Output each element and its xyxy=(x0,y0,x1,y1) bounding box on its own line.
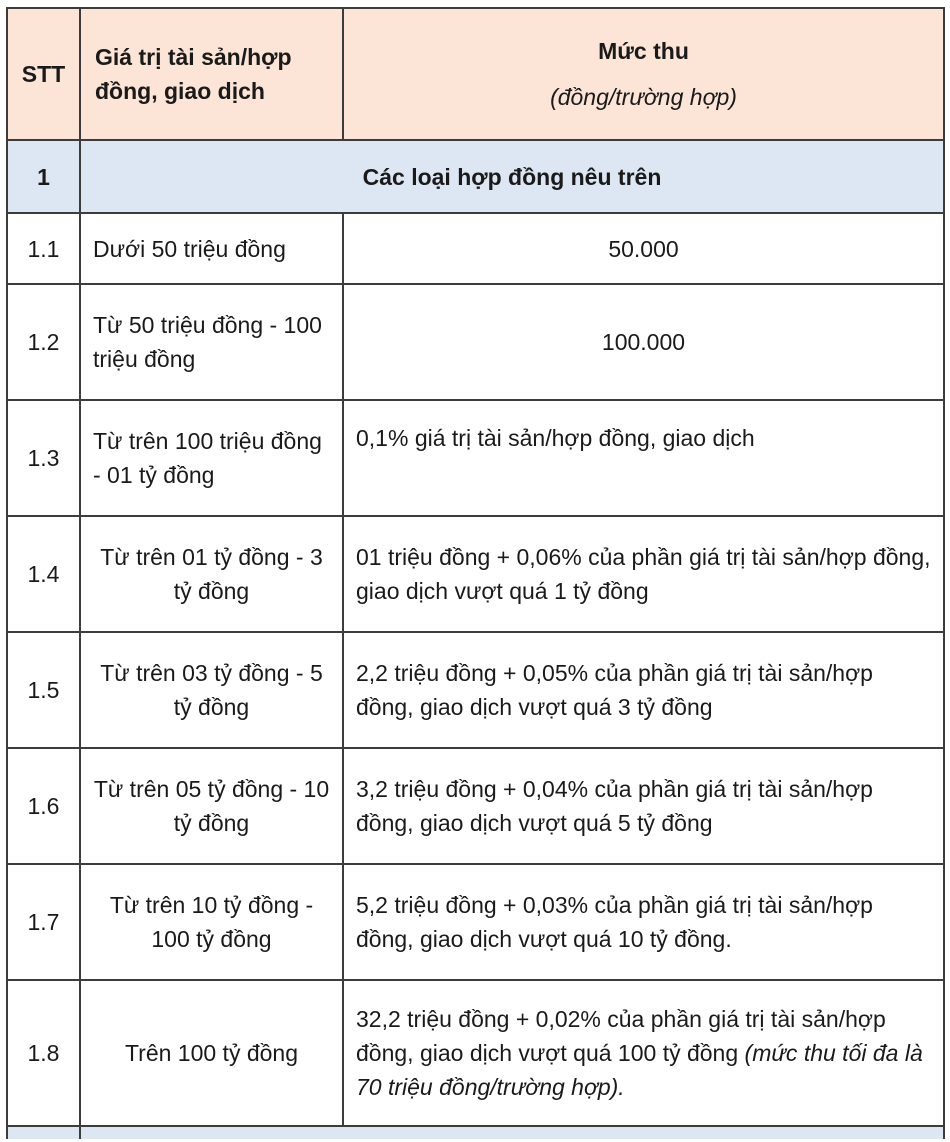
row-stt: 1.5 xyxy=(7,632,80,748)
table-row xyxy=(7,748,944,864)
row-gia-tri: Từ 50 triệu đồng - 100 triệu đồng xyxy=(80,284,343,400)
header-row xyxy=(7,8,944,140)
table-row xyxy=(7,632,944,748)
row-gia-tri: Từ trên 01 tỷ đồng - 3 tỷ đồng xyxy=(80,516,343,632)
row-muc-thu: 01 triệu đồng + 0,06% của phần giá trị tài sản/hợp đồng, giao dịch vượt quá 1 tỷ đồng xyxy=(343,516,944,632)
row-stt: 1.4 xyxy=(7,516,80,632)
section-stt: 1 xyxy=(7,140,80,213)
row-gia-tri: Từ trên 10 tỷ đồng - 100 tỷ đồng xyxy=(80,864,343,980)
row-stt: 1.1 xyxy=(7,213,80,284)
section-row xyxy=(7,140,944,213)
row-gia-tri: Từ trên 05 tỷ đồng - 10 tỷ đồng xyxy=(80,748,343,864)
row-stt: 1.2 xyxy=(7,284,80,400)
row-muc-thu-note: (mức thu tối đa là 70 triệu đồng/trường hợp). xyxy=(356,1040,923,1100)
row-stt: 1.6 xyxy=(7,748,80,864)
table-row xyxy=(7,213,944,284)
table-row xyxy=(7,864,944,980)
row-gia-tri: Từ trên 03 tỷ đồng - 5 tỷ đồng xyxy=(80,632,343,748)
row-muc-thu-text: 32,2 triệu đồng + 0,02% của phần giá trị tài sản/hợp đồng, giao dịch vượt quá 100 tỷ đồng xyxy=(356,1006,886,1066)
table-row xyxy=(7,284,944,400)
row-muc-thu: 50.000 xyxy=(343,213,944,284)
section-title: Các loại hợp đồng nêu trên xyxy=(80,140,944,213)
row-muc-thu xyxy=(343,980,944,1126)
table-row xyxy=(7,400,944,516)
row-stt: 1.7 xyxy=(7,864,80,980)
strip-cell xyxy=(80,1126,944,1139)
header-muc-thu xyxy=(343,8,944,140)
row-gia-tri: Dưới 50 triệu đồng xyxy=(80,213,343,284)
row-gia-tri: Trên 100 tỷ đồng xyxy=(80,980,343,1126)
header-muc-thu-unit: (đồng/trường hợp) xyxy=(550,84,737,110)
header-gia-tri: Giá trị tài sản/hợp đồng, giao dịch xyxy=(80,8,343,140)
row-gia-tri: Từ trên 100 triệu đồng - 01 tỷ đồng xyxy=(80,400,343,516)
table-row xyxy=(7,516,944,632)
row-muc-thu: 100.000 xyxy=(343,284,944,400)
next-section-strip xyxy=(7,1126,944,1139)
header-stt: STT xyxy=(7,8,80,140)
row-muc-thu: 5,2 triệu đồng + 0,03% của phần giá trị tài sản/hợp đồng, giao dịch vượt quá 10 tỷ đồng. xyxy=(343,864,944,980)
strip-cell xyxy=(7,1126,80,1139)
row-muc-thu: 3,2 triệu đồng + 0,04% của phần giá trị tài sản/hợp đồng, giao dịch vượt quá 5 tỷ đồng xyxy=(343,748,944,864)
row-muc-thu: 0,1% giá trị tài sản/hợp đồng, giao dịch xyxy=(343,400,944,516)
fee-table xyxy=(6,7,945,1139)
header-muc-thu-label: Mức thu xyxy=(598,38,689,64)
row-stt: 1.8 xyxy=(7,980,80,1126)
row-muc-thu: 2,2 triệu đồng + 0,05% của phần giá trị tài sản/hợp đồng, giao dịch vượt quá 3 tỷ đồng xyxy=(343,632,944,748)
row-stt: 1.3 xyxy=(7,400,80,516)
table-row xyxy=(7,980,944,1126)
